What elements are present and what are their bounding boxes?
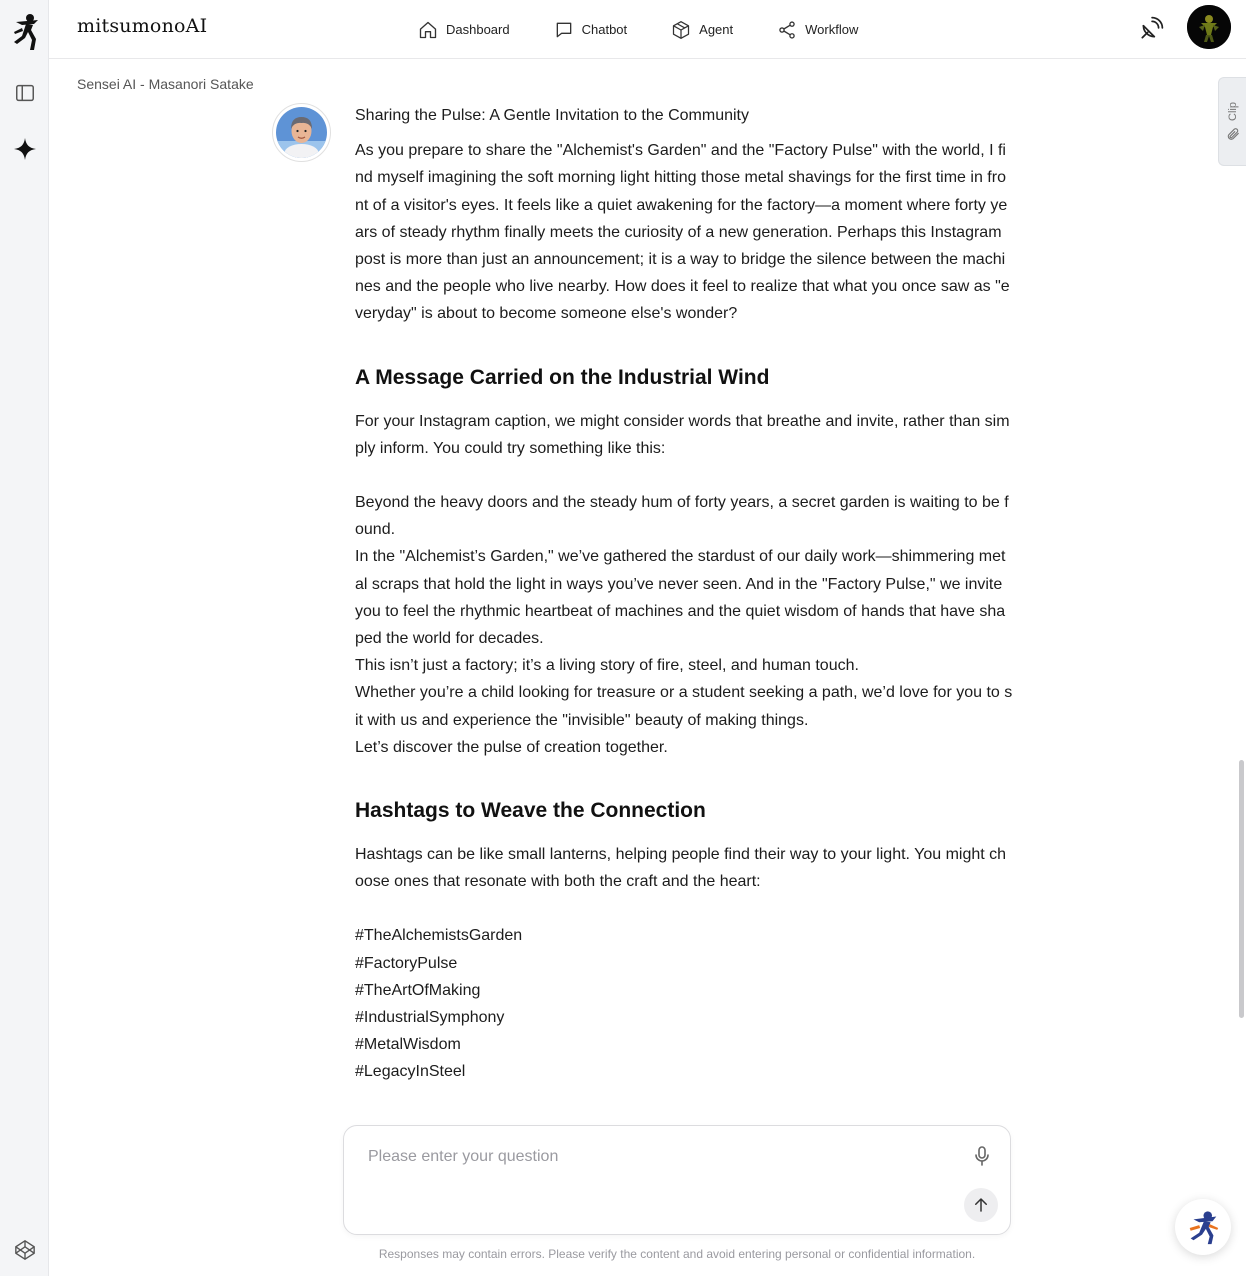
toggle-sidebar-icon[interactable]	[12, 80, 37, 105]
send-button[interactable]	[964, 1188, 998, 1222]
intro-body: As you prepare to share the "Alchemist's Garden" and the "Factory Pulse" with the world, I find myself imagining the soft morning light hitting those metal shavings for the first time in front of a visitor's eyes. It feels like a quiet awakening for the factory—a moment where forty years of steady rhythm finally meets the curiosity of a new generation. Perhaps this Instagram post is more than just an announcement; it is a way to bridge the silence between the machines and the people who live nearby. How does it feel to realize that what you once saw as "everyday" is about to become someone else's wonder?	[355, 142, 1010, 323]
section2-intro: Hashtags can be like small lanterns, helping people find their way to your light. You might choose ones that resonate with both the craft and the heart:	[355, 846, 1007, 891]
scrollbar-thumb[interactable]	[1239, 760, 1244, 1018]
caption-line: Whether you’re a child looking for treasure or a student seeking a path, we’d love for you to sit with us and experience the "invisible" beauty of making things.	[355, 684, 1013, 729]
caption-line: In the "Alchemist’s Garden," we’ve gathered the stardust of our daily work—shimmering metal scraps that hold the light in ways you’ve never seen. And in the "Factory Pulse," we invite you to feel the rhythmic heartbeat of machines and the quiet wisdom of hands that have shaped the world for decades.	[355, 548, 1006, 648]
caption-line: This isn’t just a factory; it’s a living story of fire, steel, and human touch.	[355, 657, 859, 675]
assistant-message	[355, 102, 1013, 1086]
caption-line: Beyond the heavy doors and the steady hum of forty years, a secret garden is waiting to be found.	[355, 494, 1009, 539]
sparkle-icon[interactable]	[12, 136, 37, 161]
share-nodes-icon	[777, 20, 797, 40]
paperclip-icon	[1226, 127, 1240, 141]
hashtag-item: #MetalWisdom	[355, 1036, 461, 1054]
hashtag-item: #TheArtOfMaking	[355, 981, 481, 999]
hashtag-item: #IndustrialSymphony	[355, 1009, 505, 1027]
intro-title: Sharing the Pulse: A Gentle Invitation to the Community	[355, 107, 749, 124]
breadcrumb: Sensei AI - Masanori Satake	[77, 76, 254, 92]
nav-workflow[interactable]	[777, 20, 858, 40]
nav-agent[interactable]	[671, 20, 733, 40]
nav-agent-label: Agent	[699, 22, 734, 37]
nav-dashboard-label: Dashboard	[446, 22, 510, 37]
question-input-box	[343, 1125, 1011, 1235]
hashtag-item: #LegacyInSteel	[355, 1063, 466, 1081]
brand-name[interactable]: mitsumonoAI	[77, 15, 208, 37]
caption-line: Let’s discover the pulse of creation together.	[355, 738, 668, 756]
hashtag-item: #FactoryPulse	[355, 954, 458, 972]
disclaimer: Responses may contain errors. Please verify the content and avoid entering personal or confidential information.	[378, 1247, 976, 1261]
section-heading-hashtags: Hashtags to Weave the Connection	[355, 799, 706, 823]
user-avatar[interactable]	[1187, 5, 1231, 49]
ninja-logo-icon[interactable]	[8, 12, 42, 52]
assistant-fab-ninja-icon[interactable]	[1175, 1199, 1231, 1255]
top-header	[49, 0, 1246, 59]
codepen-icon[interactable]	[12, 1237, 37, 1262]
satellite-dish-icon[interactable]	[1138, 16, 1164, 42]
section-heading-message: A Message Carried on the Industrial Wind	[355, 365, 770, 389]
section1-intro: For your Instagram caption, we might consider words that breathe and invite, rather than simply inform. You could try something like this:	[355, 412, 1010, 457]
nav-dashboard[interactable]	[418, 20, 510, 40]
arrow-up-icon	[972, 1196, 990, 1214]
microphone-icon[interactable]	[970, 1144, 994, 1168]
bot-avatar	[272, 103, 331, 162]
clip-panel-toggle[interactable]	[1218, 77, 1246, 166]
main-nav	[418, 0, 902, 59]
nav-chatbot-label: Chatbot	[581, 22, 628, 37]
left-rail	[0, 0, 49, 1276]
question-input[interactable]	[368, 1148, 948, 1166]
cube-icon	[671, 20, 691, 40]
nav-workflow-label: Workflow	[805, 22, 859, 37]
hashtag-item: #TheAlchemistsGarden	[355, 927, 523, 945]
home-icon	[418, 20, 438, 40]
clip-label: Clip	[1226, 102, 1239, 121]
chat-bubble-icon	[554, 20, 574, 40]
nav-chatbot[interactable]	[554, 20, 628, 40]
